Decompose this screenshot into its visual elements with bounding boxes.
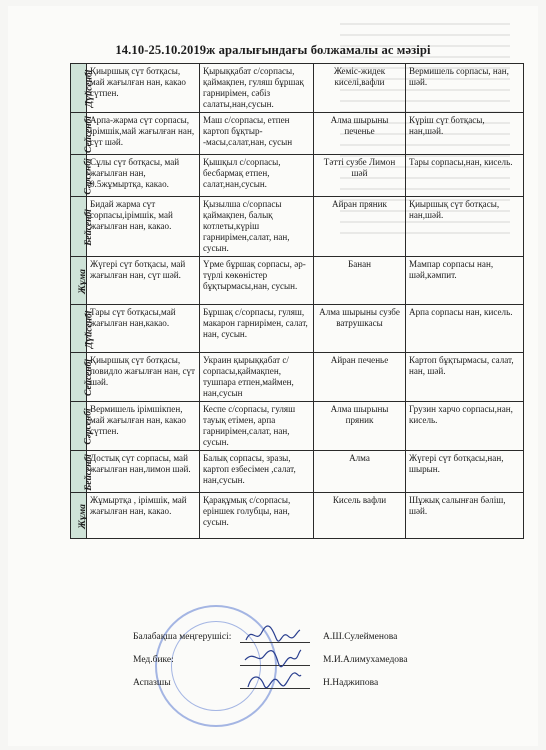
dinner-cell: Мампар сорпасы нан, шәй,кәмпит. xyxy=(406,257,524,305)
day-label: Дүйсенбі xyxy=(84,310,95,348)
day-label: Дүйсенбі xyxy=(84,69,95,108)
day-label: Сейсенбі xyxy=(83,359,94,396)
breakfast-cell: Жүгері сүт ботқасы, май жағылған нан, сүт шәй. xyxy=(87,257,200,305)
lunch-cell: Украин қырыққабат с/сорпасы,қаймақпен, тушпара етпен,маймен, нан,сусын xyxy=(200,353,314,402)
day-label: Сейсенбі xyxy=(83,115,94,153)
breakfast-cell: Қиыршық сүт ботқасы, май жағылған нан, какао сүтпен. xyxy=(87,64,200,113)
menu-row xyxy=(71,197,524,257)
day-label: Сәрсенбі xyxy=(83,408,94,445)
signature-role-nurse: Мед.бике: xyxy=(133,655,174,665)
dinner-cell: Картоп бұқтырмасы, салат, нан, шәй. xyxy=(406,353,524,402)
day-cell xyxy=(71,305,95,353)
snack-cell: Айран печенье xyxy=(314,353,406,402)
handwritten-signature xyxy=(242,646,302,668)
day-cell xyxy=(71,402,94,451)
handwritten-signature xyxy=(242,624,302,646)
day-label: Сәрсенбі xyxy=(83,157,94,195)
snack-cell: Алма шырыны печенье xyxy=(314,113,406,155)
menu-row xyxy=(71,155,524,197)
lunch-cell: Маш с/сорпасы, етпен картоп бұқтыр- -масы,салат,нан, сусын xyxy=(200,113,314,155)
dinner-cell: Вермишель сорпасы, нан, шәй. xyxy=(406,64,524,113)
lunch-cell: Қырыққабат с/сорпасы, қаймақпен, гуляш бұршақ гарнирімен, сәбіз салаты,нан,сусын. xyxy=(200,64,314,113)
snack-cell: Жеміс-жидек киселі,вафли xyxy=(314,64,406,113)
lunch-cell: Кеспе с/сорпасы, гуляш тауық етімен, арпа гарнирімен,салат, нан, сусын. xyxy=(200,402,314,451)
snack-cell: Алма xyxy=(314,451,406,493)
signature-name-head: А.Ш.Сулейменова xyxy=(323,632,398,642)
day-cell xyxy=(71,197,94,257)
day-label: Бейсенбі xyxy=(83,453,94,491)
day-cell xyxy=(71,113,94,155)
breakfast-cell: Арпа-жарма сүт сорпасы, ірімшік,май жағылған нан, сүт шәй. xyxy=(87,113,200,155)
menu-row xyxy=(71,493,524,539)
lunch-cell: Қарақұмық с/сорпасы, еріншек голубцы, нан, сусын. xyxy=(200,493,314,539)
day-cell xyxy=(71,353,94,402)
day-label: Жұма xyxy=(77,268,88,294)
breakfast-cell: Бидай жарма сүт сорпасы,ірімшік, май жағылған нан, какао. xyxy=(87,197,200,257)
lunch-cell: Қышқыл с/сорпасы, бесбармақ етпен, салат,нан,сусын. xyxy=(200,155,314,197)
dinner-cell: Арпа сорпасы нан, кисель. xyxy=(406,305,524,353)
breakfast-cell: Достық сүт сорпасы, май жағылған нан,лимон шәй. xyxy=(87,451,200,493)
snack-cell: Алма шырыны сузбе ватрушкасы xyxy=(314,305,406,353)
menu-row xyxy=(71,451,524,493)
day-cell xyxy=(71,64,95,113)
signature-name-cook: Н.Наджипова xyxy=(323,678,379,688)
breakfast-cell: Қиыршық сүт ботқасы, повидло жағылған нан, сүт шәй. xyxy=(87,353,200,402)
lunch-cell: Балық сорпасы, зразы, картоп езбесімен ,салат, нан,сусын. xyxy=(200,451,314,493)
snack-cell: Банан xyxy=(314,257,406,305)
breakfast-cell: Вермишель ірімшікпен, май жағылған нан, какао сүтпен. xyxy=(87,402,200,451)
signature-name-nurse: М.И.Алимухамедова xyxy=(323,655,408,665)
handwritten-signature xyxy=(242,669,302,691)
snack-cell: Алма шырыны пряник xyxy=(314,402,406,451)
menu-row xyxy=(71,113,524,155)
dinner-cell: Грузин харчо сорпасы,нан, кисель. xyxy=(406,402,524,451)
day-label: Жұма xyxy=(77,503,88,529)
menu-row xyxy=(71,305,524,353)
breakfast-cell: Сұлы сүт ботқасы, май жағылған нан, 0.5жұмыртқа, какао. xyxy=(87,155,200,197)
menu-row xyxy=(71,402,524,451)
breakfast-cell: Тары сүт ботқасы,май жағылған нан,какао. xyxy=(87,305,200,353)
signature-role-cook: Аспазшы xyxy=(133,678,171,688)
menu-row xyxy=(71,353,524,402)
menu-row xyxy=(71,257,524,305)
dinner-cell: Шұжық салынған бәліш, шәй. xyxy=(406,493,524,539)
menu-row xyxy=(71,64,524,113)
day-label: Бейсенбі xyxy=(83,208,94,246)
breakfast-cell: Жұмыртқа , ірімшік, май жағылған нан, какао. xyxy=(87,493,200,539)
day-cell xyxy=(71,257,87,305)
lunch-cell: Үрме бұршақ сорпасы, әр-түрлі көкөністер бұқтырмасы,нан, сусын. xyxy=(200,257,314,305)
dinner-cell: Жүгері сүт ботқасы,нан, шырын. xyxy=(406,451,524,493)
snack-cell: Тәтті сузбе Лимон шәй xyxy=(314,155,406,197)
dinner-cell: Қиыршық сүт ботқасы, нан,шәй. xyxy=(406,197,524,257)
snack-cell: Кисель вафли xyxy=(314,493,406,539)
lunch-cell: Бұршақ с/сорпасы, гуляш, макарон гарнирімен, салат, нан, сусын. xyxy=(200,305,314,353)
lunch-cell: Қызылша с/сорпасы қаймақпен, балық котлеты,күріш гарнирімен,салат, нан, сусын. xyxy=(200,197,314,257)
menu-table xyxy=(70,63,524,539)
dinner-cell: Күріш сүт ботқасы, нан,шәй. xyxy=(406,113,524,155)
snack-cell: Айран пряник xyxy=(314,197,406,257)
day-cell xyxy=(71,493,87,539)
dinner-cell: Тары сорпасы,нан, кисель. xyxy=(406,155,524,197)
document-title: 14.10-25.10.2019ж аралығындағы болжамалы ас мәзірі xyxy=(115,43,431,57)
day-cell xyxy=(71,451,94,493)
signature-role-head: Балабақша меңгерушісі: xyxy=(133,632,232,642)
day-cell xyxy=(71,155,94,197)
